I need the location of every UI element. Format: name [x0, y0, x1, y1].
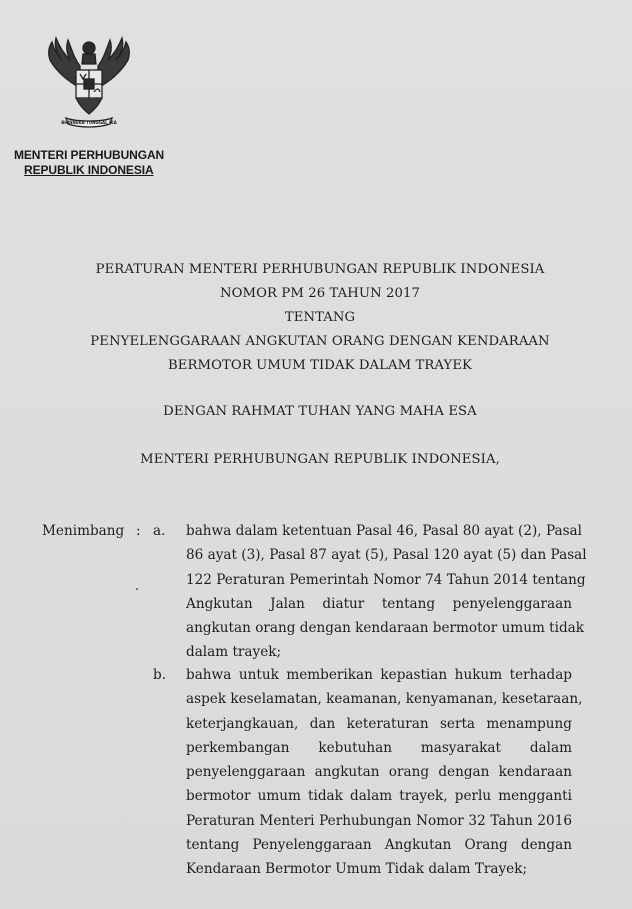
consideration-a-line: 122 Peraturan Pemerintah Nomor 74 Tahun 2014 tentang [186, 571, 586, 588]
regulation-subject-line-1: PENYELENGGARAAN ANGKUTAN ORANG DENGAN KENDARAAN [90, 334, 550, 349]
consideration-b-line: Peraturan Menteri Perhubungan Nomor 32 Tahun 2016 [186, 812, 572, 829]
scan-speck [136, 588, 138, 590]
regulation-number: NOMOR PM 26 TAHUN 2017 [219, 286, 421, 301]
garuda-emblem-icon [36, 34, 142, 140]
consideration-b-line: tentang Penyelenggaraan Angkutan Orang dengan [186, 837, 572, 854]
regulation-title: PERATURAN MENTERI PERHUBUNGAN REPUBLIK INDONESIA [95, 262, 545, 277]
consideration-b-line: bermotor umum tidak dalam trayek, perlu mengganti [186, 788, 572, 805]
consideration-marker-a: a. [153, 523, 166, 539]
ministry-name: MENTERI PERHUBUNGAN [14, 148, 165, 162]
consideration-b [186, 663, 583, 882]
consideration-a [186, 519, 587, 665]
considerations-colon: : [136, 523, 141, 539]
consideration-b-line: Kendaraan Bermotor Umum Tidak dalam Trayek; [186, 861, 528, 878]
consideration-a-line: bahwa dalam ketentuan Pasal 46, Pasal 80 ayat (2), Pasal [186, 523, 583, 539]
ministry-country: REPUBLIK INDONESIA [24, 162, 154, 177]
enacting-authority: MENTERI PERHUBUNGAN REPUBLIK INDONESIA, [140, 452, 500, 467]
preamble: DENGAN RAHMAT TUHAN YANG MAHA ESA [163, 404, 477, 419]
svg-text:BHINNEKA TUNGGAL IKA: BHINNEKA TUNGGAL IKA [61, 120, 117, 125]
consideration-a-line: Angkutan Jalan diatur tentang penyelenggaraan [186, 595, 572, 612]
consideration-b-line: penyelenggaraan angkutan orang dengan kendaraan [186, 764, 572, 781]
consideration-b-line: aspek keselamatan, keamanan, kenyamanan, kesetaraan, [186, 691, 583, 708]
regulation-about: TENTANG [284, 310, 356, 325]
consideration-a-line: 86 ayat (3), Pasal 87 ayat (5), Pasal 120 ayat (5) dan Pasal [186, 547, 587, 564]
regulation-subject-line-2: BERMOTOR UMUM TIDAK DALAM TRAYEK [167, 358, 473, 373]
consideration-b-line: bahwa untuk memberikan kepastian hukum terhadap [186, 667, 572, 683]
ministry-letterhead [14, 148, 164, 177]
consideration-b-line: keterjangkauan, dan keteraturan serta menampung [186, 715, 572, 732]
considerations-label: Menimbang [42, 523, 125, 539]
consideration-a-line: dalam trayek; [186, 644, 282, 661]
consideration-b-line: perkembangan kebutuhan masyarakat dalam [186, 739, 572, 756]
consideration-a-line: angkutan orang dengan kendaraan bermotor umum tidak [186, 620, 585, 637]
consideration-marker-b: b. [153, 667, 167, 683]
